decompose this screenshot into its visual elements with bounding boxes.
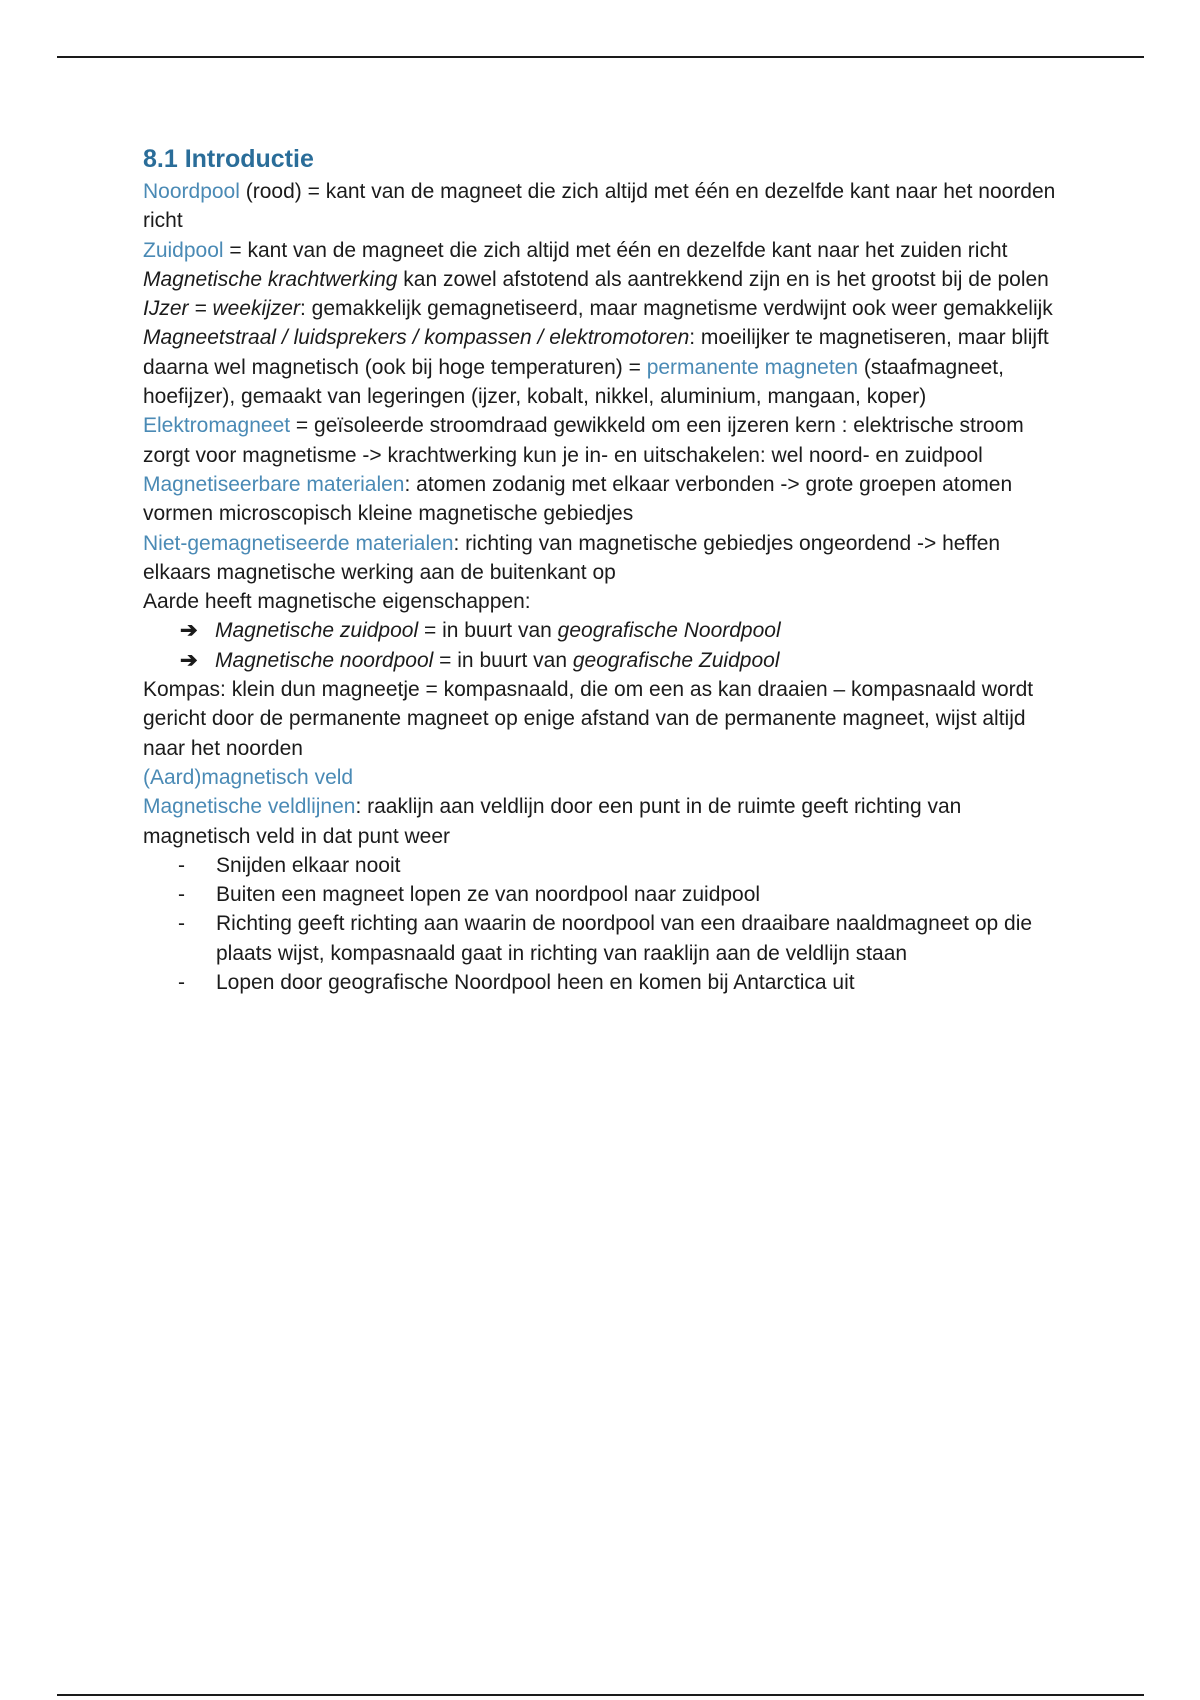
dash-list-item: - Richting geeft richting aan waarin de noordpool van een draaibare naaldmagneet op die plaats wijst, kompasnaald gaat in richting van raaklijn aan de veldlijn staan	[216, 909, 1063, 968]
paragraph-kompas: Kompas: klein dun magneetje = kompasnaald, die om een as kan draaien – kompasnaald wordt gericht door de permanente magneet op enige afstand van de permanente magneet, wijst altijd naar het noorden	[143, 678, 1034, 760]
section-heading: 8.1 Introductie	[143, 145, 314, 173]
term-niet-gemagnetiseerde-materialen: Niet-gemagnetiseerde materialen	[143, 531, 454, 555]
term-magnetische-veldlijnen: Magnetische veldlijnen	[143, 795, 356, 819]
dash-bullet: -	[178, 883, 185, 907]
header-rule	[57, 56, 1144, 58]
arrow-list-item: ➔ Magnetische noordpool = in buurt van geografische Zuidpool	[180, 646, 1063, 675]
document-body	[143, 142, 1063, 997]
paragraph-niet-gemagnetiseerd: Niet-gemagnetiseerde materialen: richting van magnetische gebiedjes ongeordend -> heffen elkaars magnetische werking aan de buitenkant op	[143, 531, 1001, 584]
term-ijzer: IJzer = weekijzer	[143, 297, 300, 321]
term-permanente-magneten: permanente magneten	[646, 355, 859, 379]
paragraph-ijzer: IJzer = weekijzer: gemakkelijk gemagnetiseerd, maar magnetisme verdwijnt ook weer gemakkelijk	[143, 297, 1053, 321]
paragraph-aarde: Aarde heeft magnetische eigenschappen:	[143, 590, 531, 614]
term-zuidpool: Zuidpool	[143, 238, 224, 262]
paragraph-zuidpool: Zuidpool = kant van de magneet die zich altijd met één en dezelfde kant naar het zuiden richt	[143, 238, 1008, 262]
arrow-icon: ➔	[180, 619, 198, 643]
arrow-icon: ➔	[180, 648, 198, 672]
paragraph-krachtwerking: Magnetische krachtwerking kan zowel afstotend als aantrekkend zijn en is het grootst bij de polen	[143, 267, 1049, 291]
paragraph-permanente-magneten: Magneetstraal / luidsprekers / kompassen / elektromotoren: moeilijker te magnetiseren, maar blijft daarna wel magnetisch (ook bij hoge temperaturen) = permanente magneten (staafmagneet, hoefijzer), gemaakt van legeringen (ijzer, kobalt, nikkel, aluminium, mangaan, koper)	[143, 326, 1049, 409]
paragraph-elektromagneet: Elektromagneet = geïsoleerde stroomdraad gewikkeld om een ijzeren kern : elektrische stroom zorgt voor magnetisme -> krachtwerking kun je in- en uitschakelen: wel noord- en zuidpool	[143, 414, 1024, 467]
paragraph-veldlijnen: Magnetische veldlijnen: raaklijn aan veldlijn door een punt in de ruimte geeft richting van magnetisch veld in dat punt weer	[143, 795, 962, 848]
dash-bullet: -	[178, 853, 185, 877]
dash-bullet: -	[178, 912, 185, 936]
dash-list	[143, 851, 1063, 997]
dash-list-item: - Lopen door geografische Noordpool heen en komen bij Antarctica uit	[216, 968, 1063, 997]
term-krachtwerking: Magnetische krachtwerking	[143, 267, 398, 291]
term-magnetiseerbare-materialen: Magnetiseerbare materialen	[143, 472, 405, 496]
term-elektromagneet: Elektromagneet	[143, 414, 291, 438]
term-noordpool: Noordpool	[143, 180, 240, 203]
paragraph-magnetiseerbaar: Magnetiseerbare materialen: atomen zodanig met elkaar verbonden -> grote groepen atomen vormen microscopisch kleine magnetische gebiedjes	[143, 472, 1013, 526]
paragraph-aardmagnetisch-veld: (Aard)magnetisch veld	[143, 765, 354, 789]
dash-bullet: -	[178, 971, 185, 995]
dash-list-item: - Snijden elkaar nooit	[216, 851, 1063, 880]
term-magneetstraal: Magneetstraal / luidsprekers / kompassen / elektromotoren	[143, 326, 690, 350]
footer-rule	[57, 1694, 1144, 1696]
dash-list-item: - Buiten een magneet lopen ze van noordpool naar zuidpool	[216, 880, 1063, 909]
arrow-list-item: ➔ Magnetische zuidpool = in buurt van geografische Noordpool	[180, 616, 1063, 645]
arrow-list	[143, 616, 1063, 675]
paragraph-noordpool: Noordpool (rood) = kant van de magneet die zich altijd met één en dezelfde kant naar het noorden richt	[143, 180, 1056, 233]
